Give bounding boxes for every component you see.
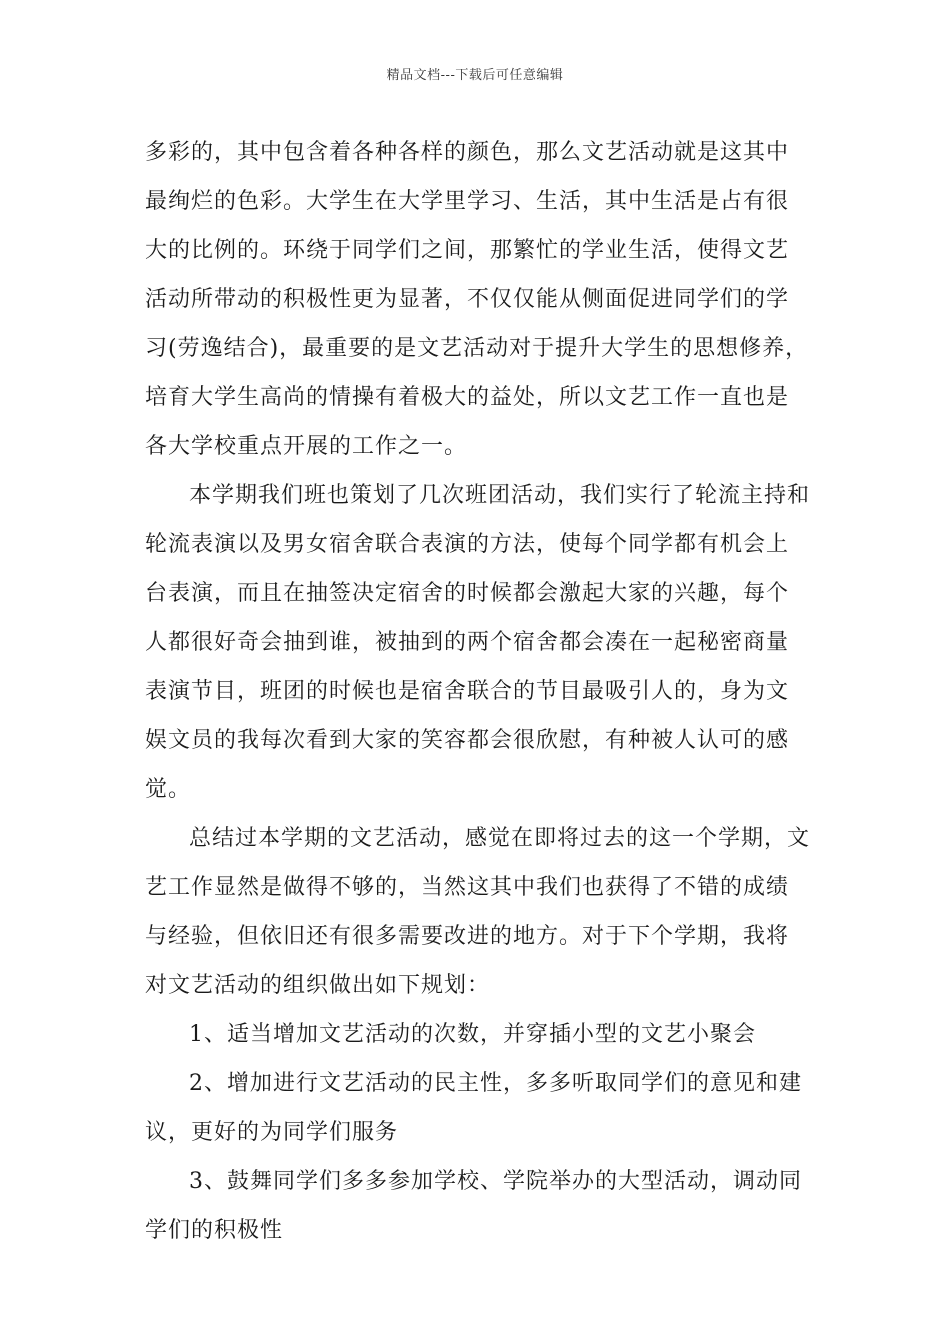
paragraph-class-activities: 本学期我们班也策划了几次班团活动，我们实行了轮流主持和轮流表演以及男女宿舍联合表演的方法，使每个同学都有机会上台表演，而且在抽签决定宿舍的时候都会激起大家的兴趣，每个人都很好奇会抽到谁，被抽到的两个宿舍都会凑在一起秘密商量表演节目，班团的时候也是宿舍联合的节目最吸引人的，身为文娱文员的我每次看到大家的笑容都会很欣慰，有种被人认可的感觉。 — [145, 483, 811, 802]
page-header: 精品文档---下载后可任意编辑 — [386, 68, 564, 83]
document-body — [145, 128, 810, 1255]
plan-item-1: 1、适当增加文艺活动的次数，并穿插小型的文艺小聚会 — [189, 1022, 756, 1047]
paragraph-summary: 总结过本学期的文艺活动，感觉在即将过去的这一个学期，文艺工作显然是做得不够的，当然这其中我们也获得了不错的成绩与经验，但依旧还有很多需要改进的地方。对于下个学期，我将对文艺活动的组织做出如下规划： — [145, 826, 811, 998]
paragraph-continuation: 多彩的，其中包含着各种各样的颜色，那么文艺活动就是这其中最绚烂的色彩。大学生在大学里学习、生活，其中生活是占有很大的比例的。环绕于同学们之间，那繁忙的学业生活，使得文艺活动所带动的积极性更为显著，不仅仅能从侧面促进同学们的学习(劳逸结合)，最重要的是文艺活动对于提升大学生的思想修养，培育大学生高尚的情操有着极大的益处，所以文艺工作一直也是各大学校重点开展的工作之一。 — [145, 140, 809, 459]
plan-item-2: 2、增加进行文艺活动的民主性，多多听取同学们的意见和建议，更好的为同学们服务 — [145, 1071, 802, 1145]
plan-item-3: 3、鼓舞同学们多多参加学校、学院举办的大型活动，调动同学们的积极性 — [145, 1169, 802, 1243]
